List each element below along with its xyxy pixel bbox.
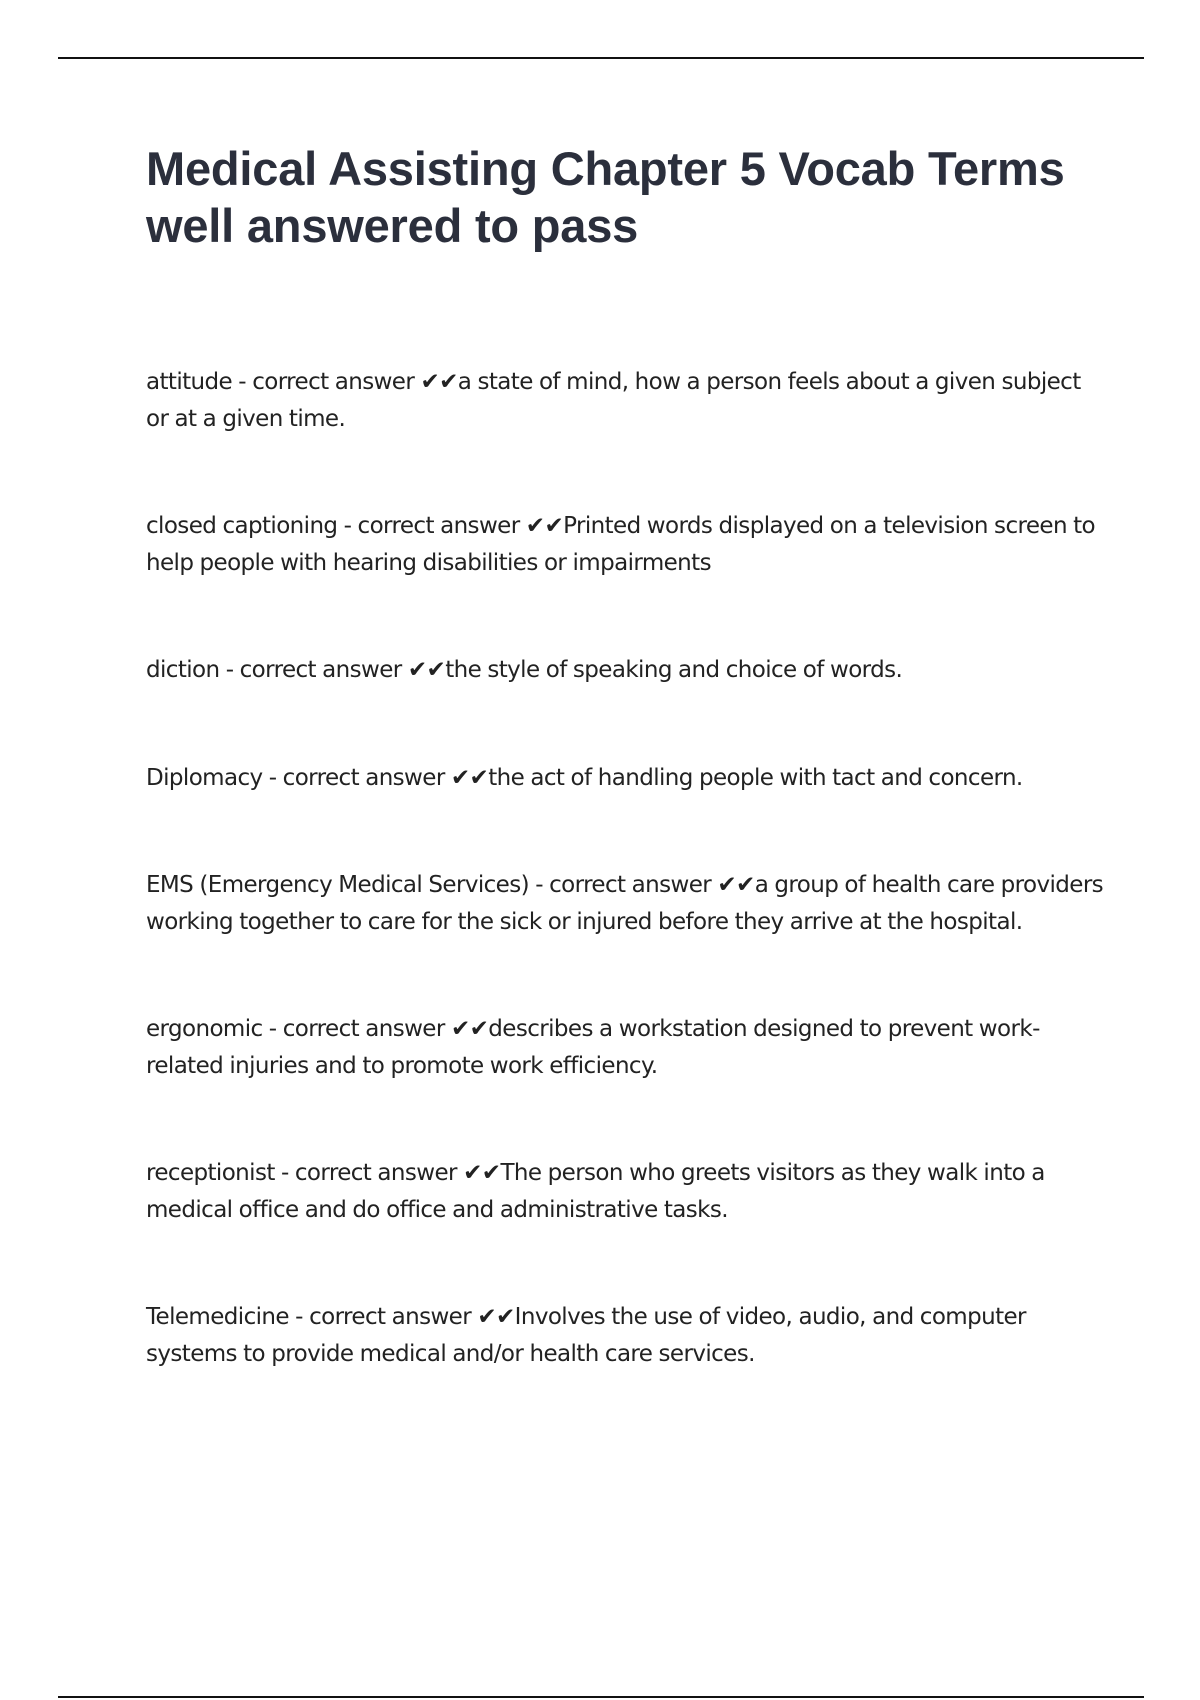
vocab-definition: a group of health care providers working together to care for the sick or injured before they arrive at the hospital. [146, 872, 1104, 935]
vocab-list [146, 364, 1106, 1372]
vocab-term: EMS (Emergency Medical Services) [146, 872, 529, 898]
answer-separator: - correct answer [219, 657, 408, 683]
check-icon: ✔✔ [420, 369, 458, 395]
top-rule [58, 57, 1144, 59]
vocab-entry [146, 1155, 1106, 1228]
answer-separator: - correct answer [262, 1016, 451, 1042]
check-icon: ✔✔ [717, 872, 755, 898]
vocab-entry [146, 364, 1106, 437]
vocab-term: diction [146, 657, 220, 683]
vocab-definition: a state of mind, how a person feels about a given subject or at a given time. [146, 369, 1081, 432]
page-title: Medical Assisting Chapter 5 Vocab Terms well answered to pass [146, 142, 1065, 252]
check-icon: ✔✔ [407, 657, 446, 683]
answer-separator: - correct answer [262, 764, 451, 791]
check-icon: ✔✔ [525, 513, 564, 539]
vocab-definition: Printed words displayed on a television screen to help people with hearing disabilities or impairments [146, 513, 1096, 576]
vocab-definition: the style of speaking and choice of words. [445, 657, 903, 683]
answer-separator: - correct answer [288, 1304, 478, 1330]
vocab-entry [146, 1011, 1106, 1084]
answer-separator: - correct answer [232, 369, 421, 395]
vocab-entry [146, 652, 1106, 689]
check-icon: ✔✔ [450, 764, 489, 791]
vocab-entry [146, 1299, 1106, 1372]
vocab-term: Telemedicine [146, 1304, 289, 1330]
vocab-term: attitude [146, 369, 233, 395]
vocab-term: receptionist [146, 1160, 275, 1186]
vocab-entry [146, 760, 1106, 797]
check-icon: ✔✔ [463, 1160, 501, 1186]
vocab-term: Diplomacy [146, 764, 263, 791]
document-body [146, 140, 1106, 1367]
answer-separator: - correct answer [274, 1160, 464, 1186]
check-icon: ✔✔ [450, 1016, 489, 1042]
vocab-term: ergonomic [146, 1016, 263, 1042]
vocab-entry [146, 508, 1106, 581]
vocab-term: closed captioning [146, 513, 338, 539]
vocab-definition: the act of handling people with tact and concern. [488, 764, 1023, 791]
check-icon: ✔✔ [477, 1304, 515, 1330]
bottom-rule [58, 1696, 1144, 1698]
answer-separator: - correct answer [528, 872, 718, 898]
vocab-definition: The person who greets visitors as they walk into a medical office and do office and administrative tasks. [146, 1160, 1045, 1223]
vocab-definition: Involves the use of video, audio, and computer systems to provide medical and/or health care services. [146, 1304, 1026, 1367]
vocab-entry [146, 867, 1106, 940]
answer-separator: - correct answer [337, 513, 526, 539]
vocab-definition: describes a workstation designed to prevent work-related injuries and to promote work efficiency. [146, 1016, 1040, 1079]
